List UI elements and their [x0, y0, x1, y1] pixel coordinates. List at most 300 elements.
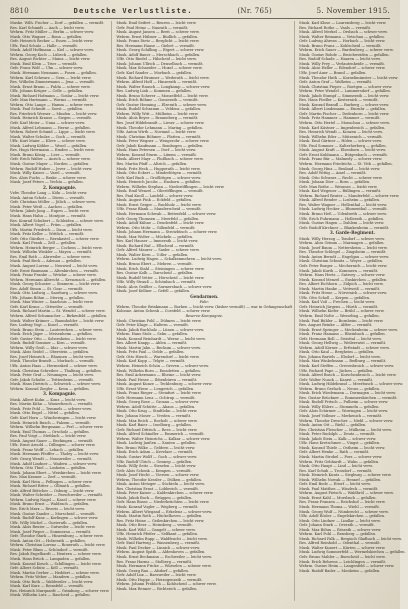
casualty-entry: Gefr. Jakob Schulte — Trittenheim — vermißt. [10, 377, 94, 382]
casualty-entry: Musk. Peter Weiß — Aachen — gefallen. [10, 204, 84, 209]
casualty-entry: Res. Hans Fiedler — Kesternich — vermißt. [299, 98, 379, 103]
page-header [10, 4, 390, 18]
casualty-entry: Musk. Richard Falk — Bergisch Gladbach — leicht verw. [299, 536, 402, 541]
casualty-entry: Musk. Franz Rieger — Steinfurt — leicht verw. [116, 391, 202, 396]
casualty-entry: Musk. Albert Mayr — Flußbach — schwer verw. [116, 157, 204, 162]
casualty-entry: Musk. Alfred Busch — Korschenbroich — leicht verw. [299, 373, 397, 378]
casualty-entry: Musk. Alfred Merkel — Orsbach — schwer verw. [299, 30, 388, 35]
casualty-entry: Gefr. Alois Schenk — Kempen — vermißt. [116, 468, 192, 473]
casualty-entry: Res. Hermann Haase — Gielert — vermißt. [116, 43, 195, 48]
casualty-entry: Uffz. Josef Auer — Brand — gefallen. [299, 71, 367, 76]
casualty-entry: Musk. Martin Strobel — Porz — schwer verw. [299, 454, 383, 459]
casualty-entry: Musk. Otto Wagner — Bonn — gefallen. [10, 34, 83, 39]
casualty-entry: Musk. Rudolf Sommer — Kirn — vermißt. [10, 341, 86, 346]
casualty-entry: Musk. Gustav Wolff — Goch — schwer verw. [116, 454, 197, 459]
casualty-entry: Musk. Emil Gärtner — Höfen — schwer verw. [299, 139, 383, 144]
casualty-entry: Musk. Theodor Lehmann — Maring — gefallen. [116, 125, 203, 130]
casualty-entry: Musk. Gustav Mayer — Norden — gefallen. [10, 161, 90, 166]
casualty-entry: Uffz. Anton Wirth — Noviand — leicht verw. [116, 130, 197, 135]
casualty-entry: Res. Heinrich Wendt — Konzen — leicht verw. [299, 130, 383, 135]
casualty-entry: Musk. Paul Beck — Adenau — gefallen. [10, 259, 82, 264]
casualty-entry: Uffz. Otto Scholl — Kerpen — gefallen. [299, 295, 371, 300]
casualty-entry: Musk. Max Winkelmann — Bedburg — vermißt. [299, 359, 387, 364]
casualty-entry: Musk. Rudolf Schramm — Veldenz — gefallen. [116, 107, 202, 112]
casualty-entry: Musk. Willy Ehlers — Stommeln — gefallen. [299, 404, 380, 409]
casualty-entry: Gefr. Max Rothe — Weismes — leicht verw. [299, 184, 378, 189]
casualty-entry: Musk. Fritz Keller — Wittlich — vermißt. [10, 232, 85, 237]
casualty-entry: Musk. Max Böhm — Rösrath — schwer verw. [299, 527, 382, 532]
casualty-entry: Musk. Otto Roth — Waldweiler — leicht verw. [10, 579, 94, 584]
casualty-entry: Wehrm. Ludwig Hagen — Schalkenmehren — leicht verw. [116, 257, 222, 262]
casualty-entry: Musk. Paul Matthes — Windeck — vermißt. [299, 486, 379, 491]
casualty-entry: Wehrm. Theodor Brinkmann — Borken — leicht verw. (bisher vermißt) — war in Gefangenschaft [116, 304, 293, 309]
casualty-entry: Res. Gustav Brückner — Rommerskirchen — vermißt. [299, 395, 398, 400]
casualty-entry: Musk. Georg Hellwig — Weilerswist — vermißt. [299, 341, 387, 346]
casualty-entry: Musk. Anton Ott — Riehl — gefallen. [299, 423, 367, 428]
casualty-entry: Res. Rudolf Schade — Haaren — leicht verw. [299, 57, 381, 62]
casualty-entry: Musk. Fritz Hesse — Nörvenich — schwer verw. [299, 291, 388, 296]
casualty-entry: Musk. August Fink — Eckfeld — gefallen. [116, 198, 193, 203]
casualty-entry: Musk. Georg Schuster — Simmern — leicht verw. [10, 282, 101, 287]
casualty-entry: Musk. Albert Vogel — Prüm — gefallen. [10, 223, 83, 228]
casualty-entry: Uffz. Hans Kretschmer — Vingst — gefallen. [299, 441, 381, 446]
casualty-entry: Res. Johann Moser — Vreden — vermißt. [116, 414, 192, 419]
casualty-entry: Gefr. Georg Thomsen — Meerfeld — gefallen. [116, 216, 200, 221]
casualty-entry: Musk. Walter Rausch — Longkamp — schwer verw. [116, 84, 211, 89]
casualty-entry: Musk. Paul Schmitt — Soest — gefallen. [10, 107, 84, 112]
casualty-entry: Musk. Adolf Hoffmann — Kiel — schwer verw. [10, 48, 94, 53]
casualty-entry: Wehrm. Fritz Weber — Mandern — gefallen. [10, 575, 92, 580]
casualty-entry: Musk. Konrad Reinhardt — Werne — leicht verw. [116, 336, 206, 341]
casualty-entry: Musk. Konrad Kirsch — Schillingen — leicht verw. [10, 561, 102, 566]
casualty-entry: Res. Konrad Schubert — Schleiden — schwer verw. [10, 218, 104, 223]
casualty-entry: Musk. Richard Martin — St. Wendel — schwer verw. [10, 309, 106, 314]
casualty-entry: Wehrm. Fritz Gebhardt — Wahn — gefallen. [299, 459, 380, 464]
casualty-entry: Musk. Richard Ruf — Ellscheid — vermißt. [116, 243, 195, 248]
casualty-entry: Res. Christian Fleischer — Mülheim — leicht verw. [299, 427, 392, 432]
casualty-entry: Musk. August Sauer — Beckingen — vermißt. [10, 438, 94, 443]
casualty-entry: Res. Ludwig Vogt — Kusel — vermißt. [10, 323, 80, 328]
casualty-entry: Musk. Hans Dietrich — Schweich — schwer verw. [10, 382, 101, 387]
casualty-entry: Gefr. Ernst Baumann — Altenkirchen — vermißt. [10, 268, 99, 273]
casualty-entry: Musk. Peter Rudolph — Deutz — vermißt. [299, 432, 376, 437]
casualty-entry: Musk. Otto Schwarz — Recht — schwer verw. [299, 175, 383, 180]
casualty-entry: Musk. Karl Kopp — Telgte — vermißt. [116, 359, 186, 364]
casualty-entry: Res. Gustav Kolb — Darscheid — gefallen. [116, 271, 194, 276]
casualty-entry: Gefr. Hermann Lenz — Ochtrup — vermißt. [116, 395, 196, 400]
casualty-entry: Muske. Wilh. Fischer — Dorf — gefallen — vermißt [10, 21, 104, 25]
casualty-entry: Musk. Franz Franke — Wetzlar — schwer verw. [10, 273, 97, 278]
casualty-entry: Res. Franz Franzen — Reichshof — leicht verw. [299, 500, 386, 505]
casualty-entry: Musk. Karl Kurz — Reinsfeld — vermißt. [10, 584, 84, 589]
casualty-entry: Res. Walter Wagner — Hellenthal — leicht verw. [299, 202, 388, 207]
casualty-entry: Musk. August Jansen — Breit — schwer verw. [116, 30, 200, 35]
casualty-entry: Gefr. Heinrich Jürgens — Hürth — vermißt. [299, 304, 379, 309]
casualty-entry: Res. Paul Voigt — Mettlach — leicht verw. [10, 434, 87, 439]
casualty-entry: Wehrm. Willy Witt — Mülheim — leicht verw. [116, 111, 199, 116]
casualty-entry: Musk. Willy Seitz — Straelen — leicht verw. [116, 464, 197, 469]
casualty-entry: Musk. Johann Hermann — Strotzbüsch — schwer verw. [116, 230, 218, 235]
casualty-entry: Musk. Peter Kaiser — Kaldenkirchen — schwer verw. [116, 491, 214, 496]
casualty-entry: Musk. Wilhelm Lutz — Rascheid — gefallen. [10, 593, 91, 598]
casualty-entry: Res. Josef Heinrich — Rhaunen — leicht verw. [10, 354, 94, 359]
casualty-entry: Gefr. Karl Bach — Großlittgen — schwer verw. [116, 175, 201, 180]
casualty-entry: Wehrm. Alois Grimm — Marmagen — gefallen. [299, 241, 385, 246]
casualty-entry: Gefr. Peter Kluge — Haltern — vermißt. [116, 323, 189, 328]
header-rule [10, 18, 390, 19]
casualty-entry: Musk. Alois Beyer — Brauneberg — vermißt. [116, 116, 199, 121]
section-heading: 3. Garde-Regiment. [329, 230, 375, 236]
casualty-entry: Uffz. Johann Krüger — Celle — gefallen. [10, 89, 84, 94]
casualty-entry: Wehrm. Rudolf Huber — Jever — leicht verw. [10, 166, 93, 171]
casualty-entry: Res. Alois Fuchs — Brake — schwer verw. [10, 175, 87, 180]
casualty-entry: Musk. Bruno Heß — Udenbreth — schwer verw. [299, 211, 387, 216]
casualty-entry: Res. Adolf Wittig — Amel — vermißt. [299, 171, 367, 176]
casualty-entry: Musk. Konrad Menzel — Euskirchen — gefallen. [299, 277, 388, 282]
casualty-entry: Musk. Franz Wolff — Lebach — gefallen. [10, 447, 85, 452]
casualty-entry: Wehrm. Wilhelm Stephan — Niederöfflingen — leicht verw. [116, 184, 225, 189]
casualty-entry: Uffz. Adolf Rösler — Engelskirchen — gefallen. [299, 514, 386, 519]
section-heading: Gendarmen. [190, 293, 219, 299]
casualty-entry: Gefr. Gustav Otto — Sobernheim — leicht verw. [10, 336, 97, 341]
casualty-entry: Wehrm. Georg Koch — Lübeck — gefallen. [10, 52, 88, 57]
casualty-entry: Musk. Alois Reuter — Gutweiler — leicht verw. [10, 525, 96, 530]
section-heading: 3. Kompagnie. [43, 391, 77, 397]
casualty-entry: Musk. Alois Heller — Eilendorf — schwer verw. [299, 66, 386, 71]
casualty-entry: Uffz. Johann Böhm — Merzig — gefallen. [10, 295, 85, 300]
casualty-entry: Wehrm. Christian Lorenz — Bonerath — leicht verw. [10, 543, 106, 548]
casualty-entry: Musk. Christian Pohl — Dülmen — leicht verw. [116, 318, 202, 323]
casualty-entry: Musk. Jakob Buchholz — Lünen — schwer verw. [116, 327, 205, 332]
casualty-entry: Musk. Hermann Schwab — Bettenfeld — schwer verw. [116, 211, 217, 216]
casualty-entry: Musk. Johann Dörr — Born — gefallen. [299, 180, 371, 185]
casualty-entry: Musk. Max Renner — Richterich — gefallen. [116, 586, 198, 591]
casualty-entry: Musk. Otto Engel — Nittel — gefallen. [10, 411, 80, 416]
casualty-entry: Res. Bruno Wilke — Geldern — leicht verw. [116, 445, 196, 450]
casualty-entry: Musk. Bruno Scherer — Monzelfeld — leicht verw. [116, 93, 209, 98]
casualty-entry: Musk. Hermann Thoma — Wiehl — vermißt. [299, 504, 380, 509]
casualty-entry: Uffz. Anton Haas — Hermeskeil — schwer verw. [10, 364, 98, 369]
issue-number: (Nr. 765) [237, 7, 273, 15]
casualty-entry: Musk. Paul Decker — Linnich — schwer verw. [116, 545, 201, 550]
casualty-entry: Musk. Fritz Hammer — Hammer — vermißt. [299, 116, 381, 121]
casualty-entry: Uffz. Ernst Arnold — Dillingen — schwer verw. [10, 443, 96, 448]
casualty-entry: Musk. Christian Schmitz — Weyer — gefallen. [299, 259, 384, 264]
casualty-entry: Gefr. Georg Wendt — Nonnweiler — vermißt. [10, 456, 93, 461]
casualty-entry: Musk. Hermann Fricke — Würselen — schwer verw. [116, 564, 212, 569]
casualty-entry: Musk. Paul Bühler — Bornheim — leicht verw. [299, 318, 384, 323]
casualty-entry: Wehrm. Jakob Jung — Eupen — leicht verw. [10, 209, 90, 214]
casualty-entry: Musk. Karl Steffen — Grevenbroich — schwer verw. [299, 364, 395, 369]
casualty-entry: Wehrm. Konrad Ziegler — Kenn — gefallen. [10, 386, 90, 391]
casualty-entry: Res. Martin Kühn — Wasserliesch — vermißt. [10, 402, 93, 407]
casualty-entry: Wehrm. Gustav Heim — Langenfeld — schwer verw. [299, 564, 395, 569]
casualty-entry: Musk. August Lorenz — Neuwied — leicht verw. [10, 263, 98, 268]
casualty-entry: Wehrm. Otto Hertel — Monschau — schwer verw. [299, 121, 390, 126]
casualty-entry: Musk. Emil Wenzel — Oberöfflingen — vermißt. [116, 189, 204, 194]
casualty-entry: Gefr. Karl Meier — Unna — schwer verw. [10, 121, 86, 126]
casualty-entry: Musk. Karl Hein — Pellingen — schwer verw. [10, 479, 93, 484]
casualty-entry: Musk. Ernst Beckmann — Eschweiler — leicht verw. [116, 554, 212, 559]
casualty-entry: Musk. Walter Reimann — Vetschau — gefallen. [299, 34, 385, 39]
casualty-entry: Musk. Fritz Pohl — Temmels — schwer verw. [10, 406, 92, 411]
casualty-entry: Gefr. Franz Wolf — Ulm — schwer verw. [10, 66, 84, 71]
casualty-entry: Musk. Alfred Lehmann — Herne — gefallen. [10, 125, 91, 130]
casualty-entry: Musk. Walter Krämer — Baumholder — leicht verw. [10, 318, 105, 323]
casualty-entry: Musk. Heinrich Kuntz — Siegburg — schwer verw. [299, 473, 392, 478]
casualty-entry: Res. Max Kramer — Zerf — vermißt. [10, 475, 77, 480]
casualty-entry: Musk. Alois Geißler — Sarmersbach — schwer verw. [116, 284, 213, 289]
casualty-entry: Gefr. Peter Burger — Mechernich — leicht verw. [299, 263, 388, 268]
casualty-entry: Musk. Heinrich Krause — Siegen — vermißt. [10, 116, 92, 121]
casualty-entry: Musk. Erich Behrens — Leichlingen — vermißt. [299, 559, 387, 564]
casualty-entry: Musk. Ludwig Sommerfeld — Wermelskirchen — gefallen. [299, 550, 406, 555]
casualty-entry: Uffz. Franz Blank — Manderscheid — vermißt. [116, 207, 202, 212]
casualty-entry: Gefr. Richard Dittrich — Rees — leicht verw. [116, 427, 198, 432]
casualty-entry: Musk. Walter Schröder — Farschweiler — vermißt. [10, 493, 104, 498]
casualty-entry: Musk. Adolf Bauer — Merschbach — gefallen. [116, 52, 201, 57]
casualty-entry: Musk. Fritz Heck — Hupperath — leicht verw. [116, 166, 201, 171]
casualty-entry: Gefr. Johann Stark — Overath — vermißt. [299, 523, 375, 528]
casualty-entry: Musk. Richard Hofmann — Goslar — leicht verw. [10, 93, 100, 98]
casualty-entry: Gefr. Martin Fischer — Dedenborn — leicht verw. [299, 111, 390, 116]
casualty-entry: Res. August Reinke — Alfter — vermißt. [299, 323, 373, 328]
casualty-entry: Musk. Willy Kaiser — Varel — vermißt. [10, 171, 81, 176]
casualty-entry: Wehrm. Walter Heinrichs — Kalkar — schwer verw. [116, 436, 211, 441]
casualty-entry: Wehrm. Alfred Schumacher — Birkenfeld — gefallen. [10, 314, 108, 318]
casualty-entry: Musk. Bruno König — Leer — vermißt. [10, 152, 81, 157]
casualty-entry: Gefr. Emil Bode — Eitorf — leicht verw. [299, 482, 371, 487]
casualty-entry: Gefr. Rudolf Kirchner — Blankenheim — vermißt. [299, 225, 390, 230]
casualty-entry: Res. Johann Bartels — Elsdorf — leicht verw. [299, 354, 381, 359]
casualty-entry: Musk. Peter Blum — Schöndorf — vermißt. [10, 547, 89, 552]
casualty-entry: Musk. Ludwig Hecker — Blumenthal — vermißt. [299, 207, 388, 212]
casualty-entry: Musk. Max Winter — Saarlouis — leicht verw. [10, 300, 94, 305]
casualty-entry: Musk. Alois Seidel — Oberstein — gefallen. [10, 350, 90, 355]
casualty-entry: Musk. Martin Hanke — Vettweiß — vermißt. [299, 286, 381, 291]
casualty-entry: Musk. Otto Kaul — Bergheim — gefallen. [299, 350, 375, 355]
casualty-entry: Gefr. Walter Noack — Kaarst — vermißt. [299, 377, 374, 382]
casualty-entry: Wehrm. Heinrich Berger — Cochem — leicht verw. [10, 245, 103, 250]
casualty-entry: Musk. Gustav Rohde — Broichweiden — gefallen. [299, 52, 390, 57]
casualty-entry: Wehrm. Johann Fröhlich — Kohlscheid — schwer verw. [116, 582, 217, 587]
casualty-entry: Wehrm. Theodor Drescher — Niehl — schwer verw. [299, 418, 394, 423]
casualty-entry: Gefr. Heinrich Becker — Essen — leicht verw. [10, 39, 94, 44]
casualty-entry: Wehrm. Erich Sauer — Bardenberg — schwer verw. [299, 48, 394, 53]
casualty-entry: Wehrm. Richard Reuter — Manderfeld — schwer verw. [299, 193, 400, 198]
casualty-entry: Musk. Franz Hamann — Rheinbach — gefallen. [299, 332, 386, 337]
casualty-entry: Wehrm. Otto Mohr — Gillenfeld — vermißt. [116, 225, 196, 230]
casualty-entry: Musk. Jakob Stumpf — Simmerath — leicht verw. [299, 93, 390, 98]
casualty-entry: Gefr. Erich Walter — Aurich — schwer verw. [10, 157, 91, 162]
casualty-entry: Wehrm. Karl Pohl — Bensberg — gefallen. [299, 532, 377, 537]
casualty-entry: Musk. Anton Scholz — Düren — vermißt. [10, 195, 85, 200]
casualty-entry: Musk. Erich Adam — Kevelaer — vermißt. [116, 450, 194, 455]
casualty-entry: Musk. Erich Jäger — Meisenheim — gefallen. [10, 332, 93, 337]
column-2 [116, 21, 295, 601]
casualty-entry: Uffz. Willy Strauß — Schönbach — vermißt. [116, 280, 197, 285]
casualty-entry: Musk. Adolf Lindner — Wadern — schwer verw. [10, 461, 98, 466]
casualty-entry: Res. Alfred Reinhold — Odenthal — vermißt. [299, 541, 381, 546]
casualty-entry: Res. Martin Pfaff — Altrich — gefallen. [116, 161, 188, 166]
casualty-entry: Musk. Anton Metzger — Süchteln — leicht verw. [116, 482, 205, 487]
casualty-entry: Res. Heinrich Marquardt — Grimburg — schwer verw. [10, 588, 110, 593]
section-heading: 2. Kompagnie. [43, 184, 77, 190]
casualty-entry: Wehrm. Willy Groß — Idar — schwer verw. [10, 345, 88, 350]
casualty-entry: Wehrm. Theodor Kessler — Dülken — gefallen. [116, 477, 202, 482]
casualty-entry: Res. August Richter — Mainz — leicht verw. [10, 57, 91, 62]
issue-date: 5. November 1915. [316, 7, 390, 15]
casualty-entry: Musk. Wilhelm Nowak — Hennef — gefallen. [299, 477, 382, 482]
casualty-entry: Gefr. Paul Heinz — Naurath — vermißt. [116, 25, 189, 30]
casualty-entry: Musk. Emil Klein — Trier — vermißt. [10, 61, 78, 66]
casualty-entry: Res. Friedrich Werner — Minden — leicht verw. [10, 111, 98, 116]
casualty-entry: Wehrm. Hermann Friedrichs — St. Vith — gefallen. [299, 161, 393, 166]
casualty-entry: Wehrm. Wilhelm Bergmann — Perl — schwer verw. [10, 425, 104, 430]
casualty-entry: Wehrm. Heinrich Schön — Greven — schwer verw. [116, 364, 209, 369]
casualty-entry: Res. Ludwig Link — Kommen — gefallen. [116, 89, 192, 94]
casualty-entry: Musk. Josef Pieper — Sommerau — vermißt. [10, 529, 92, 534]
casualty-entry: Res. Erich Marx — Riveris — leicht verw. [10, 506, 85, 511]
casualty-entry: Uffz. Ernst Wiese — Lengerich — gefallen. [116, 386, 195, 391]
casualty-entry: Musk. Hermann Pfeiffer — Tholey — leicht verw. [10, 452, 100, 457]
casualty-entry: Res. Karl Schuh — Troisdorf — vermißt. [299, 468, 373, 473]
casualty-entry: Musk. Paul Hesse — Ibbenbüren — vermißt. [116, 377, 198, 382]
casualty-entry: Musk. Johann Ebert — Weiskirchen — leicht verw. [10, 470, 102, 475]
casualty-entry: Uffz. Heinrich Pfeifer — Selfkant — gefallen. [116, 532, 199, 537]
casualty-entry: Musk. Walter Schulze — Goch — vermißt. [10, 134, 87, 139]
casualty-entry: Musk. August Kraft — Elsenborn — leicht verw. [299, 148, 387, 153]
casualty-entry: Musk. Karl Voß — Frechen — leicht verw. [299, 300, 376, 305]
casualty-entry: Musk. Georg Rose — Gronau — schwer verw. [116, 400, 200, 405]
casualty-entry: Musk. Wilhelm Eder — Mützenich — vermißt. [299, 134, 383, 139]
casualty-entry: Musk. Erich Wiedemann — Dormagen — leicht verw. [299, 391, 396, 396]
casualty-entry: Musk. Georg Schilling — Etgert — schwer verw. [116, 48, 205, 53]
casualty-entry: Res. Franz Harms — Stolberg — vermißt. [116, 559, 193, 564]
casualty-entry: Musk. Martin Roth — Hückelhoven — gefallen. [116, 514, 203, 519]
casualty-entry: Gefr. Karl Kraus — Ottweiler — vermißt. [10, 304, 84, 309]
casualty-entry: Wehrm. Hans Stolz — Selm — gefallen. [116, 332, 189, 337]
casualty-entry: Musk. Otto Haupt — Lind — leicht verw. [299, 464, 373, 469]
casualty-entry: Musk. Josef Peters — Vechta — gefallen. [10, 180, 84, 185]
casualty-entry: Musk. Willy Frey — Verlautenheide — vermißt. [299, 61, 385, 66]
casualty-entry: Gefr. Bruno Mahler — Burscheid — leicht verw. [299, 554, 386, 559]
casualty-entry: Res. Theodor Schlegel — Zingsheim — vermißt. [299, 250, 387, 255]
casualty-entry: Gefr. Otto Hirsch — Warendorf — leicht verw. [116, 354, 200, 359]
casualty-entry: Wehrm. Albert Wiegand — Erkelenz — schwer verw. [116, 509, 212, 514]
casualty-entry: Musk. Albert Lindemann — Einruhr — gefallen. [299, 107, 387, 112]
casualty-entry: Uffz. Otto Riedel — Hilscheid — leicht verw. [116, 57, 197, 62]
casualty-entry: Gefr. Albert Henke — Rath — vermißt. [299, 450, 370, 455]
casualty-entry: Wehrm. August Späth — Aldenhoven — gefallen. [116, 550, 206, 555]
casualty-entry: Res. Adolf Simon — St. Goar — vermißt. [10, 286, 84, 291]
casualty-entry: Wehrm. Hermann Albrecht — Kreuznach — gefallen. [10, 277, 107, 282]
casualty-entry: Musk. Alfred Schindler — Emmerich — vermißt. [116, 432, 205, 437]
casualty-entry: Wehrm. Ludwig Nagel — Kasel — schwer verw. [10, 497, 97, 502]
casualty-entry: Musk. Fritz Paul — Oelde — gefallen. [116, 350, 185, 355]
casualty-entry: Uffz. Willy Michel — Gusterath — gefallen. [10, 520, 89, 525]
casualty-entry: Wehrm. Bruno Gerlach — Neuss — gefallen. [299, 386, 380, 391]
casualty-entry: Musk. Jakob Bock — Brüggen — gefallen. [116, 495, 193, 500]
casualty-entry: Musk. Ludwig Janßen — Xanten — gefallen. [116, 441, 197, 446]
casualty-entry: Musk. Jakob Stein — Kalk — schwer verw. [299, 436, 377, 441]
casualty-entry: Musk. Albert Kuhn — Konz — leicht verw. [10, 397, 87, 402]
casualty-entry: Gefr. Ludwig Ahrens — Horbach — leicht verw. [299, 39, 386, 44]
casualty-entry: Gefr. Karl Sander — Morbach — gefallen. [116, 71, 193, 76]
casualty-entry: Gefr. Theodor Stark — Hinzenburg — schwer verw. [10, 534, 104, 539]
casualty-entry: Musk. Anton Berndt — Engelgau — schwer verw. [299, 254, 390, 259]
casualty-entry: Res. Richard Rothe — Vaals — vermißt. [299, 25, 372, 30]
casualty-entry: Musk. Bruno Ebert — Mehren — vermißt. [116, 261, 193, 266]
casualty-entry: Musk. Karl Frank — Zell — gefallen. [10, 241, 77, 246]
page-number: 8810 [10, 7, 30, 15]
casualty-entry: Musk. Walter Kern — Udler — gefallen. [116, 252, 189, 257]
casualty-entry: Musk. Rudolf Vetter — Hörscheid — leicht verw. [116, 275, 205, 280]
casualty-entry: Uffz. Kurt Maier — Kleve — schwer verw. [10, 139, 86, 144]
casualty-entry: Wehrm. Karl Schwarz — Gera — leicht verw. [10, 75, 92, 80]
casualty-entry: Musk. Gustav Zander — Morscheid — vermißt. [10, 511, 96, 516]
casualty-entry: Musk. Josef Baum — Nettersheim — leicht verw. [299, 245, 388, 250]
casualty-entry: Wehrm. Hans Hertz — Satzvey — schwer verw. [299, 273, 386, 278]
casualty-entry: Musk. Ernst Springer — Meckenheim — schwer verw. [299, 327, 398, 332]
casualty-entry: Musk. Otto Eckert — Minderlittgen — vermißt. [116, 171, 203, 176]
casualty-entry: Gefr. Alois Schirmer — Worringen — leicht verw. [299, 409, 389, 414]
casualty-entry: Musk. Otto Krug — Stadtlohn — leicht verw. [116, 409, 198, 414]
casualty-entry: Musk. Konrad Thiele — Ostheim — leicht verw. [299, 445, 386, 450]
casualty-entry: Gefr. Alfred Böttcher — Osburg — leicht verw. [10, 488, 95, 493]
casualty-entry: Gefr. Karl Horn — Wincheringen — leicht verw. [10, 416, 97, 421]
casualty-entry: Res. Paul Knoll — Laufeld — schwer verw. [116, 193, 194, 198]
casualty-entry: Wehrm. Fritz Müller — Berlin — schwer verw. [10, 30, 95, 35]
casualty-entry: Musk. Karl Klose — Laurensberg — leicht verw. [299, 21, 387, 25]
text-columns [10, 21, 406, 601]
casualty-entry: Musk. Rudolf Bader — Monheim — gefallen. [299, 568, 381, 573]
casualty-entry: Gefr. Ernst Kuhlmann — Bütgenbach — vermißt. [299, 152, 388, 157]
casualty-entry: Musk. Erich Böhme — Gonzerath — vermißt. [116, 98, 199, 103]
casualty-entry: Wehrm. Otto Thiel — Losheim — gefallen. [10, 466, 87, 471]
casualty-entry: Musk. Willy Herzog — Tondorf — schwer verw. [299, 236, 385, 241]
casualty-entry: Musk. Walter Kunert — Kürten — schwer verw. [299, 545, 386, 550]
casualty-entry: Musk. Heinrich Jacobs — Hasborn — gefallen. [116, 180, 201, 185]
casualty-entry: Res. Karl Schmidt — Aach — leicht verw. [10, 25, 85, 30]
casualty-entry: Gefr. Gustav Henning — Elzerath — schwer verw. [116, 102, 207, 107]
casualty-entry: Musk. Georg Hinz — Reuland — leicht verw. [299, 166, 381, 171]
casualty-entry: Musk. Ernst Braun — Fulda — schwer verw. [10, 84, 91, 89]
casualty-entry: Uffz. Rudolf Ulrich — Gennep — gefallen. [116, 459, 193, 464]
casualty-entry: Musk. Bruno Ernst — Waldrach — gefallen. [10, 502, 90, 507]
casualty-entry: Musk. Ludwig Köhler — Wesel — gefallen. [10, 143, 88, 148]
casualty-entry: Musk. Adolf Kühne — Deudesfeld — leicht verw. [116, 221, 205, 226]
casualty-entry: Res. Albert Knapp — Ahlen — vermißt. [116, 341, 188, 346]
column-1 [10, 21, 112, 601]
casualty-entry: Res. Karl Hauser — Immerath — leicht verw. [116, 239, 199, 244]
casualty-entry: Musk. Richard Brunner — Wederath — leicht verw. [116, 75, 210, 80]
casualty-entry: Musk. Alfred Bender — Losheim — gefallen. [299, 198, 381, 203]
casualty-entry: Musk. Gustav Hagen — Dahlem — leicht verw. [299, 221, 385, 226]
casualty-entry: Wehrm. Emil Nolte — Wesseling — gefallen. [299, 314, 380, 318]
casualty-entry: Gefr. Albert Schütz — Kell — vermißt. [10, 566, 79, 571]
journal-title: Deutsche Verlustliste. [73, 7, 193, 15]
casualty-entry: Musk. Wilhelm Winkler — Mayen — vermißt. [10, 250, 93, 255]
casualty-entry: Musk. Josef Hecht — Viersen — schwer verw. [116, 473, 200, 478]
casualty-entry: Musk. Christian Böhmer — Platten — vermißt. [116, 134, 202, 139]
casualty-entry: Gefr. Alfred Maurer — Saxler — schwer verw. [116, 248, 200, 253]
casualty-entry: Gefr. Jakob Kaufmann — Bombogen — gefallen. [116, 143, 204, 148]
casualty-entry: Musk. Christian Pieper — Roetgen — schwer verw. [299, 84, 393, 89]
casualty-entry: Res. Emil Roth — Ahrweiler — schwer verw. [10, 254, 91, 259]
casualty-entry: Musk. Emil Thomas — Orscholz — gefallen. [10, 429, 90, 434]
casualty-entry: Musk. Franz Bär — Malmedy — schwer verw. [299, 157, 383, 162]
